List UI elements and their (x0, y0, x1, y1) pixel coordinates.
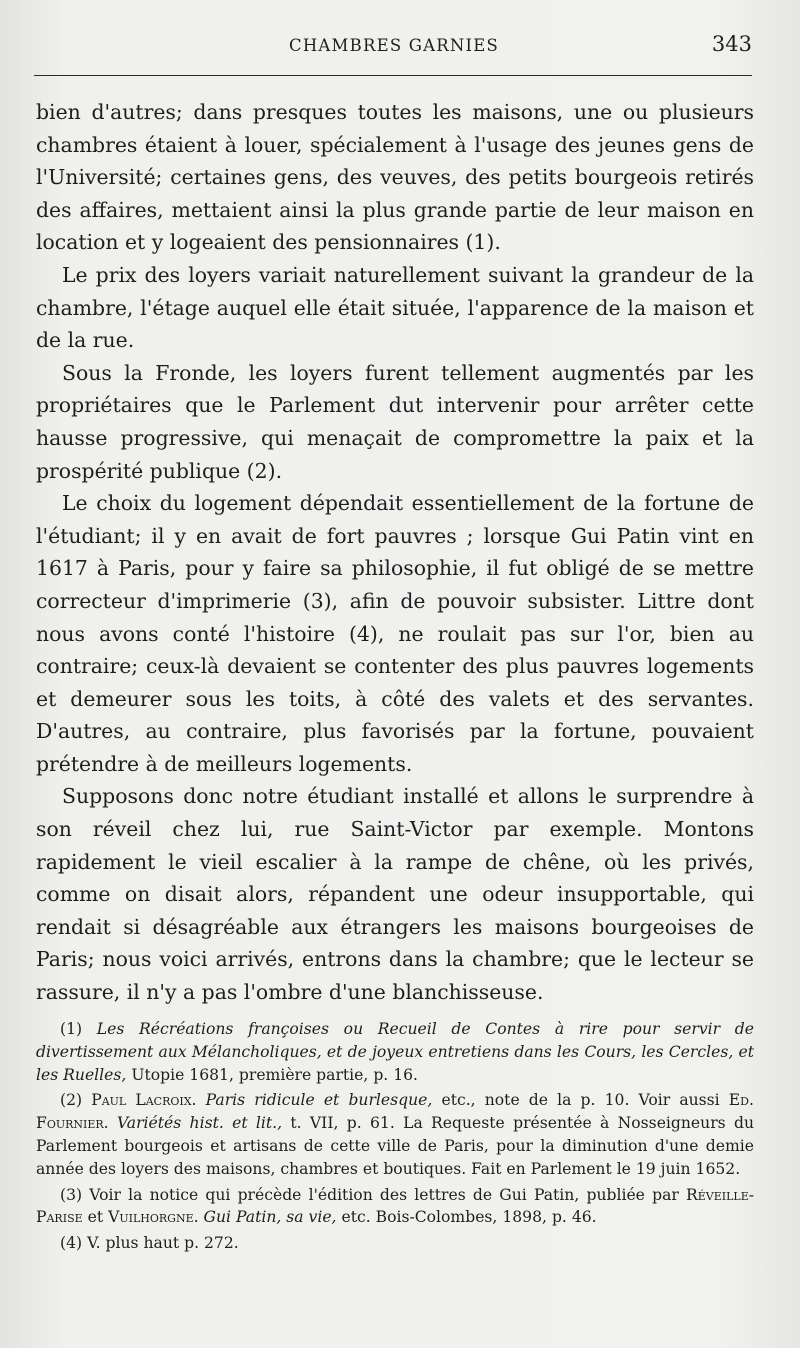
footnotes (36, 1018, 754, 1258)
footnote-author: Paul Lacroix. (91, 1091, 197, 1110)
footnote-title: Paris ridicule et burlesque, (205, 1091, 433, 1110)
footnote-3 (36, 1184, 754, 1230)
footnote-mark: (3) (60, 1185, 83, 1204)
footnote-text: etc. Bois-Colombes, 1898, p. 46. (341, 1208, 597, 1227)
footnote-text: Utopie 1681, première partie, p. 16. (131, 1065, 419, 1084)
footnote-author: Ed. Fournier. (36, 1091, 754, 1133)
footnote-title: Les Récréations françoises ou Recueil de Contes à rire pour servir de divertissement aux Mélancholiques, et de joyeux entretiens dans les Cours, les Cercles, et les Ruelles, (36, 1020, 754, 1084)
paragraph: Supposons donc notre étudiant installé et allons le surprendre à son réveil chez lui, rue Saint-Victor par exemple. Montons rapidement le vieil escalier à la rampe de chêne, où les privés, comme on disait alors, répandent une odeur insupportable, qui rendait si désagréable aux étrangers les maisons bourgeoises de Paris; nous voici arrivés, entrons dans la chambre; que le lecteur se rassure, il n'y a pas l'ombre d'une blanchisseuse. (36, 784, 754, 1005)
footnote-4 (36, 1232, 754, 1255)
footnote-title: Variétés hist. et lit., (116, 1114, 283, 1133)
paragraph: Le prix des loyers variait naturellement suivant la grandeur de la chambre, l'étage auquel elle était située, l'apparence de la maison et de la rue. (36, 262, 754, 353)
footnote-text: V. plus haut p. 272. (87, 1234, 239, 1253)
body-text (36, 96, 754, 1009)
paragraph: Le choix du logement dépendait essentiellement de la fortune de l'étudiant; il y en avait de fort pauvres ; lorsque Gui Patin vint en 1617 à Paris, pour y faire sa philosophie, il fut obligé de se mettre correcteur d'imprimerie (3), afin de pouvoir subsister. Littre dont nous avons conté l'histoire (4), ne roulait pas sur l'or, bien au contraire; ceux-là devaient se contenter des plus pauvres logements et demeurer sous les toits, à côté des valets et des servantes. D'autres, au contraire, plus favorisés par la fortune, pouvaient prétendre à de meilleurs logements. (36, 491, 754, 776)
footnote-2 (36, 1089, 754, 1180)
footnote-title: Gui Patin, sa vie, (203, 1208, 337, 1227)
page-number: 343 (711, 32, 752, 56)
footnote-author: Vuilhorgne. (108, 1208, 199, 1227)
footnote-1 (36, 1018, 754, 1086)
page-header (36, 28, 752, 68)
paragraph: Sous la Fronde, les loyers furent tellement augmentés par les propriétaires que le Parlement dut intervenir pour arrêter cette hausse progressive, qui menaçait de compromettre la paix et la prospérité publique (2). (36, 360, 754, 483)
footnote-text: Voir la notice qui précède l'édition des lettres de Gui Patin, publiée par (89, 1185, 679, 1204)
paragraph: bien d'autres; dans presques toutes les maisons, une ou plusieurs chambres étaient à louer, spécialement à l'usage des jeunes gens de l'Université; certaines gens, des veuves, des petits bourgeois retirés des affaires, mettaient ainsi la plus grande partie de leur maison en location et y logeaient des pensionnaires (1). (36, 100, 754, 255)
footnote-text: t. VII, p. 61. La Requeste présentée à Nosseigneurs du Parlement bourgeois et artisans de cette ville de Paris, pour la diminution d'une demie année des loyers des maisons, chambres et boutiques. Fait en Parlement le 19 juin 1652. (36, 1114, 754, 1178)
header-rule (34, 75, 752, 76)
footnote-mark: (4) (60, 1234, 83, 1253)
footnote-text: et (87, 1208, 104, 1227)
running-head: CHAMBRES GARNIES (289, 36, 499, 55)
footnote-mark: (2) (60, 1091, 83, 1110)
footnote-text: etc., note de la p. 10. Voir aussi (441, 1091, 720, 1110)
footnote-author: Réveille-Parise (36, 1185, 755, 1227)
footnote-mark: (1) (60, 1020, 83, 1038)
